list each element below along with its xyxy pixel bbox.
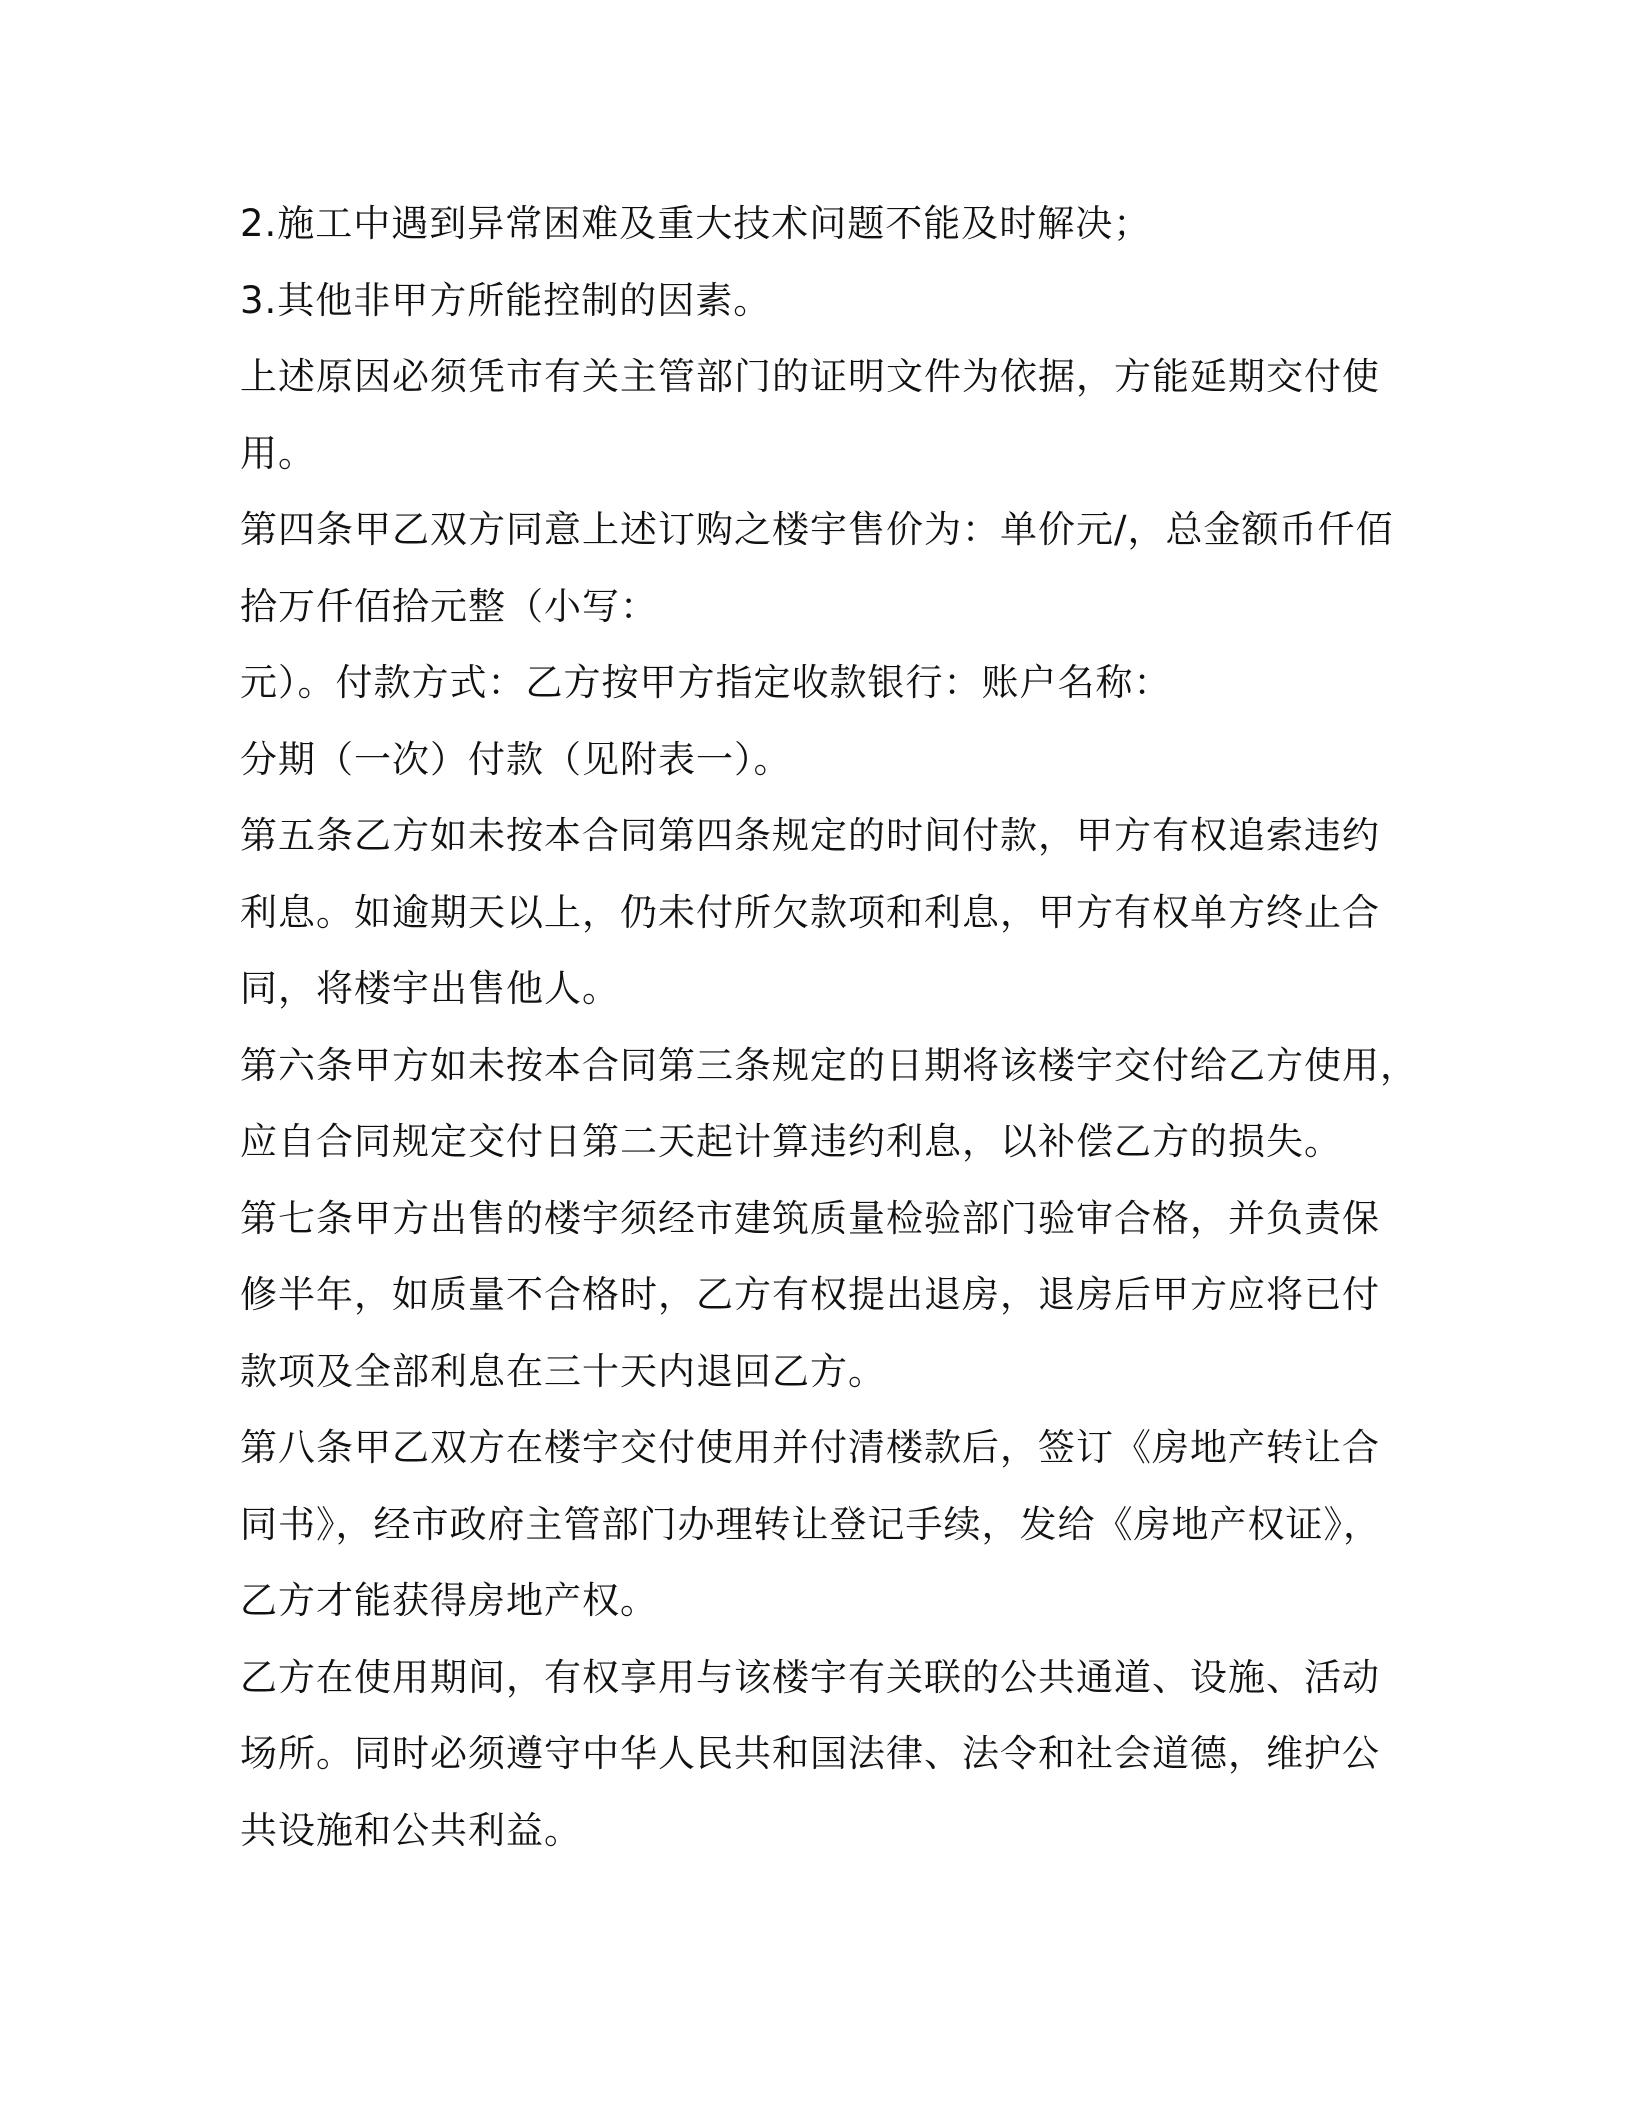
text-line-8: 分期（一次）付款（见附表一）。 <box>240 737 792 781</box>
text-line-13: 应自合同规定交付日第二天起计算违约利息，以补偿乙方的损失。 <box>240 1120 1342 1163</box>
text-line-18: 同书》，经市政府主管部门办理转让登记手续，发给《房地产权证》， <box>240 1502 1381 1546</box>
text-line-9: 第五条乙方如未按本合同第四条规定的时间付款，甲方有权追索违约 <box>240 814 1380 857</box>
text-line-16: 款项及全部利息在三十天内退回乙方。 <box>240 1349 886 1393</box>
text-line-22: 共设施和公共利益。 <box>240 1808 582 1852</box>
text-line-15: 修半年，如质量不合格时，乙方有权提出退房，退房后甲方应将已付 <box>240 1273 1380 1316</box>
text-line-20: 乙方在使用期间，有权享用与该楼宇有关联的公共通道、设施、活动 <box>240 1655 1380 1699</box>
text-line-1: 2.施工中遇到异常困难及重大技术问题不能及时解决； <box>240 202 1152 245</box>
text-line-17: 第八条甲乙双方在楼宇交付使用并付清楼款后，签订《房地产转让合 <box>240 1426 1380 1469</box>
text-line-10: 利息。如逾期天以上，仍未付所欠款项和利息，甲方有权单方终止合 <box>240 890 1380 934</box>
text-line-14: 第七条甲方出售的楼宇须经市建筑质量检验部门验审合格，并负责保 <box>240 1196 1380 1240</box>
text-line-11: 同，将楼宇出售他人。 <box>240 967 620 1010</box>
text-line-5: 第四条甲乙双方同意上述订购之楼宇售价为：单价元/，总金额币仟佰 <box>240 508 1394 551</box>
text-line-4: 用。 <box>240 431 316 475</box>
text-line-7: 元）。付款方式：乙方按甲方指定收款银行：账户名称： <box>240 661 1172 704</box>
text-line-19: 乙方才能获得房地产权。 <box>240 1579 658 1622</box>
text-line-2: 3.其他非甲方所能控制的因素。 <box>240 278 772 322</box>
text-line-6: 拾万仟佰拾元整（小写： <box>240 584 658 628</box>
text-line-3: 上述原因必须凭市有关主管部门的证明文件为依据，方能延期交付使 <box>240 355 1380 398</box>
text-line-21: 场所。同时必须遵守中华人民共和国法律、法令和社会道德，维护公 <box>240 1732 1380 1775</box>
text-line-12: 第六条甲方如未按本合同第三条规定的日期将该楼宇交付给乙方使用， <box>240 1043 1418 1087</box>
document-body <box>240 186 1418 1869</box>
